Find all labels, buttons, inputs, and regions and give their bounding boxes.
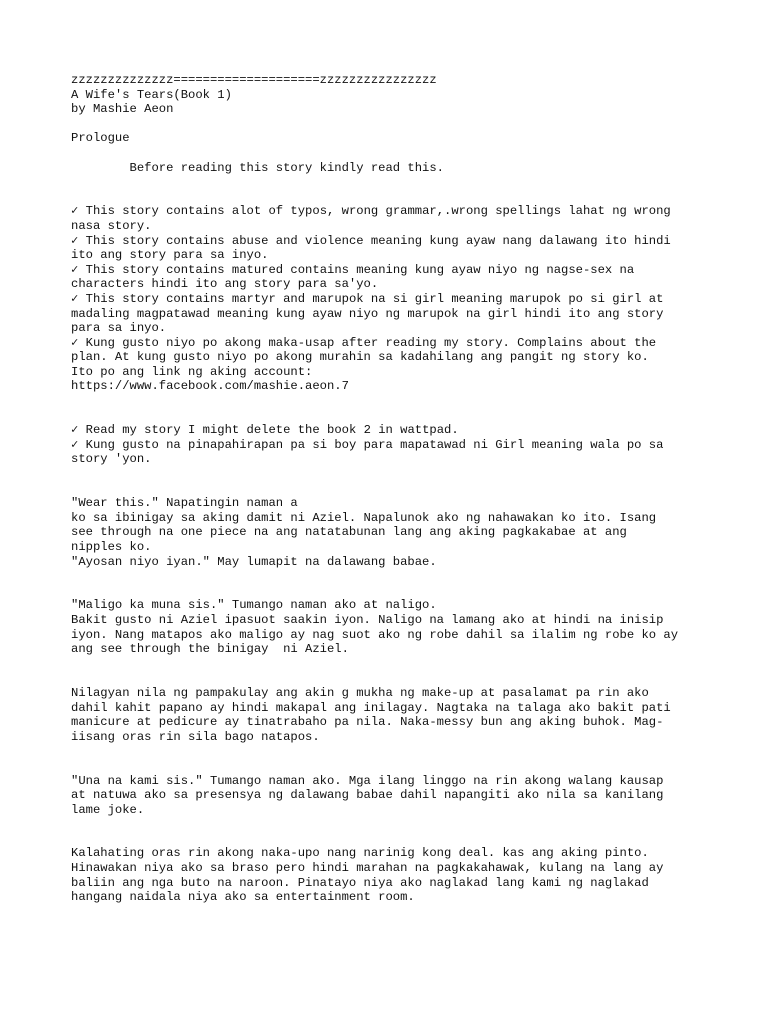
text-line xyxy=(71,817,731,832)
text-line xyxy=(71,175,731,190)
text-line: ✓ This story contains alot of typos, wrong grammar,.wrong spellings lahat ng wrong xyxy=(71,204,671,219)
text-line: lame joke. xyxy=(71,802,145,817)
text-line xyxy=(71,759,731,774)
text-line: Hinawakan niya ako sa braso pero hindi marahan na pagkakahawak, kulang na lang ay xyxy=(71,861,664,876)
text-line: nipples ko. xyxy=(71,540,152,554)
text-line: Bakit gusto ni Aziel ipasuot saakin iyon. Naligo na lamang ako at hindi na inisip xyxy=(71,612,664,627)
document-text xyxy=(71,73,731,905)
text-line: "Wear this." Napatingin naman a xyxy=(71,496,298,511)
text-line: zzzzzzzzzzzzzz====================zzzzzzzzzzzzzzzz xyxy=(71,73,437,87)
text-line: iyon. Nang matapos ako maligo ay nag suot ako ng robe dahil sa ilalim ng robe ko ay xyxy=(71,627,679,642)
text-line: "Ayosan niyo iyan." May lumapit na dalawang babae. xyxy=(71,554,437,569)
text-line: see through na one piece na ang natatabunan lang ang aking pagkakabae at ang xyxy=(71,525,627,540)
text-line xyxy=(71,190,731,205)
text-line xyxy=(71,657,731,672)
text-line: ✓ This story contains abuse and violence meaning kung ayaw nang dalawang ito hindi xyxy=(71,233,671,248)
text-line: https://www.facebook.com/mashie.aeon.7 xyxy=(71,379,349,394)
text-line: para sa inyo. xyxy=(71,321,167,336)
text-line: ✓ This story contains martyr and marupok na si girl meaning marupok po si girl at xyxy=(71,291,664,306)
text-line: dahil kahit papano ay hindi makapal ang inilagay. Nagtaka na talaga ako bakit pati xyxy=(71,700,671,715)
text-line: nasa story. xyxy=(71,218,152,233)
text-line xyxy=(71,394,731,409)
text-line: by Mashie Aeon xyxy=(71,102,174,117)
text-line: ✓ Read my story I might delete the book 2 in wattpad. xyxy=(71,423,459,438)
text-line: "Maligo ka muna sis." Tumango naman ako at naligo. xyxy=(71,598,437,613)
text-line: madaling magpatawad meaning kung ayaw niyo ng marupok na girl hindi ito ang story xyxy=(71,306,664,321)
text-line xyxy=(71,146,731,161)
text-line: Before reading this story kindly read this. xyxy=(71,160,444,175)
text-line: "Una na kami sis." Tumango naman ako. Mga ilang linggo na rin akong walang kausap xyxy=(71,773,664,788)
text-line: baliin ang nga buto na naroon. Pinatayo niya ako naglakad lang kami ng naglakad xyxy=(71,875,649,890)
text-line: story 'yon. xyxy=(71,452,152,467)
text-line: Kalahating oras rin akong naka-upo nang narinig kong deal. kas ang aking pinto. xyxy=(71,846,649,861)
text-line xyxy=(71,467,731,482)
text-line: manicure at pedicure ay tinatrabaho pa nila. Naka-messy bun ang aking buhok. Mag- xyxy=(71,715,664,730)
text-line: Nilagyan nila ng pampakulay ang akin g mukha ng make-up at pasalamat pa rin ako xyxy=(71,685,649,700)
text-line xyxy=(71,482,731,497)
text-line: A Wife's Tears(Book 1) xyxy=(71,87,232,102)
text-line: at natuwa ako sa presensya ng dalawang babae dahil napangiti ako nila sa kanilang xyxy=(71,788,664,803)
text-line: Ito po ang link ng aking account: xyxy=(71,364,313,379)
text-line xyxy=(71,744,731,759)
text-line xyxy=(71,117,731,132)
text-line: hangang naidala niya ako sa entertainment room. xyxy=(71,890,415,905)
text-line: ✓ Kung gusto niyo po akong maka-usap after reading my story. Complains about the xyxy=(71,335,657,350)
text-line: ✓ This story contains matured contains meaning kung ayaw niyo ng nagse-sex na xyxy=(71,262,635,277)
text-line: Prologue xyxy=(71,131,130,146)
text-line: iisang oras rin sila bago natapos. xyxy=(71,729,320,744)
text-line xyxy=(71,584,731,599)
text-line: ✓ Kung gusto na pinapahirapan pa si boy para mapatawad ni Girl meaning wala po sa xyxy=(71,437,664,452)
text-line: ang see through the binigay ni Aziel. xyxy=(71,642,349,657)
text-line xyxy=(71,832,731,847)
text-line: ito ang story para sa inyo. xyxy=(71,248,269,263)
text-line xyxy=(71,671,731,686)
text-line: ko sa ibinigay sa aking damit ni Aziel. Napalunok ako ng nahawakan ko ito. Isang xyxy=(71,510,657,525)
text-line: characters hindi ito ang story para sa'yo. xyxy=(71,277,379,292)
text-line: plan. At kung gusto niyo po akong murahin sa kadahilang ang pangit ng story ko. xyxy=(71,350,649,365)
text-line xyxy=(71,409,731,424)
text-line xyxy=(71,569,731,584)
